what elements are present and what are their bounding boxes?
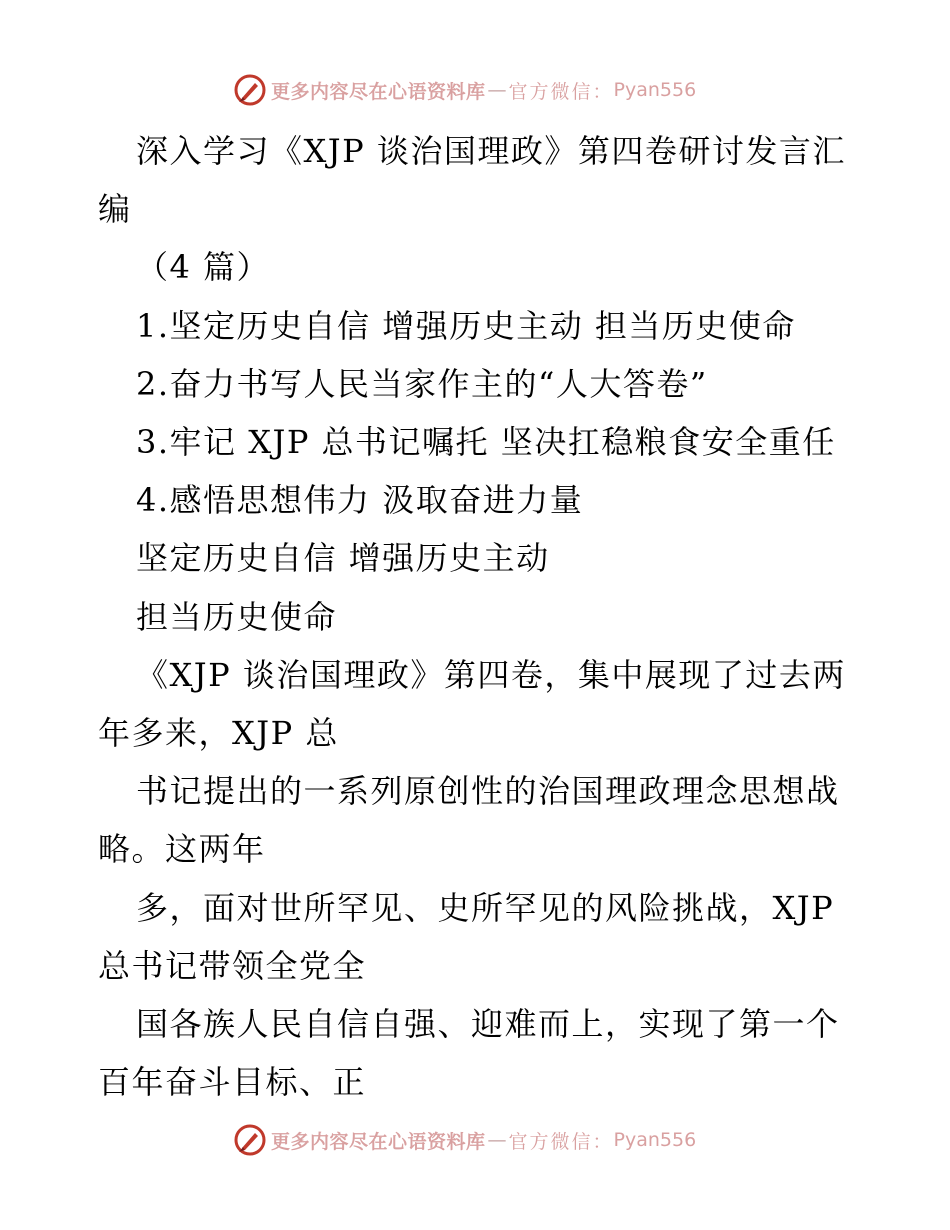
section-heading-line-2: 担当历史使命 — [136, 597, 338, 636]
footer-wechat-label: 官方微信： — [508, 1130, 614, 1153]
toc-item-4: 4.感悟思想伟力 汲取奋进力量 — [136, 481, 584, 520]
section-heading-line-1: 坚定历史自信 增强历史主动 — [136, 539, 550, 578]
header-wechat-label: 官方微信： — [508, 80, 614, 103]
pen-logo-icon — [233, 73, 267, 107]
paragraph-line-5: 多，面对世所罕见、史所罕见的风险挑战，XJP — [136, 888, 835, 927]
paragraph-line-4: 略。这两年 — [98, 830, 266, 869]
footer-dash: — — [487, 1129, 507, 1151]
toc-item-1: 1.坚定历史自信 增强历史主动 担当历史使命 — [136, 306, 796, 345]
document-title-line-2: 编 — [98, 190, 132, 229]
document-body — [98, 122, 858, 1111]
article-count: （4 篇） — [136, 248, 271, 287]
document-title-line-1: 深入学习《XJP 谈治国理政》第四卷研讨发言汇 — [136, 132, 846, 170]
footer-site-text: 更多内容尽在心语资料库 — [271, 1130, 486, 1153]
paragraph-line-6: 总书记带领全党全 — [98, 946, 367, 985]
header-site-text: 更多内容尽在心语资料库 — [271, 80, 486, 103]
pen-logo-icon — [233, 1123, 267, 1157]
toc-item-3: 3.牢记 XJP 总书记嘱托 坚决扛稳粮食安全重任 — [136, 423, 836, 462]
header-wechat-id: Pyan556 — [613, 79, 697, 101]
footer-watermark-banner — [233, 1122, 696, 1158]
paragraph-line-8: 百年奋斗目标、正 — [98, 1063, 367, 1102]
paragraph-line-3: 书记提出的一系列原创性的治国理政理念思想战 — [136, 772, 840, 811]
toc-item-2: 2.奋力书写人民当家作主的“人大答卷” — [136, 364, 708, 403]
header-watermark-banner — [233, 72, 696, 108]
paragraph-line-1: 《XJP 谈治国理政》第四卷，集中展现了过去两 — [136, 655, 846, 694]
paragraph-line-2: 年多来，XJP 总 — [98, 714, 339, 753]
footer-wechat-id: Pyan556 — [613, 1129, 697, 1151]
paragraph-line-7: 国各族人民自信自强、迎难而上，实现了第一个 — [136, 1005, 840, 1044]
header-dash: — — [487, 79, 507, 101]
